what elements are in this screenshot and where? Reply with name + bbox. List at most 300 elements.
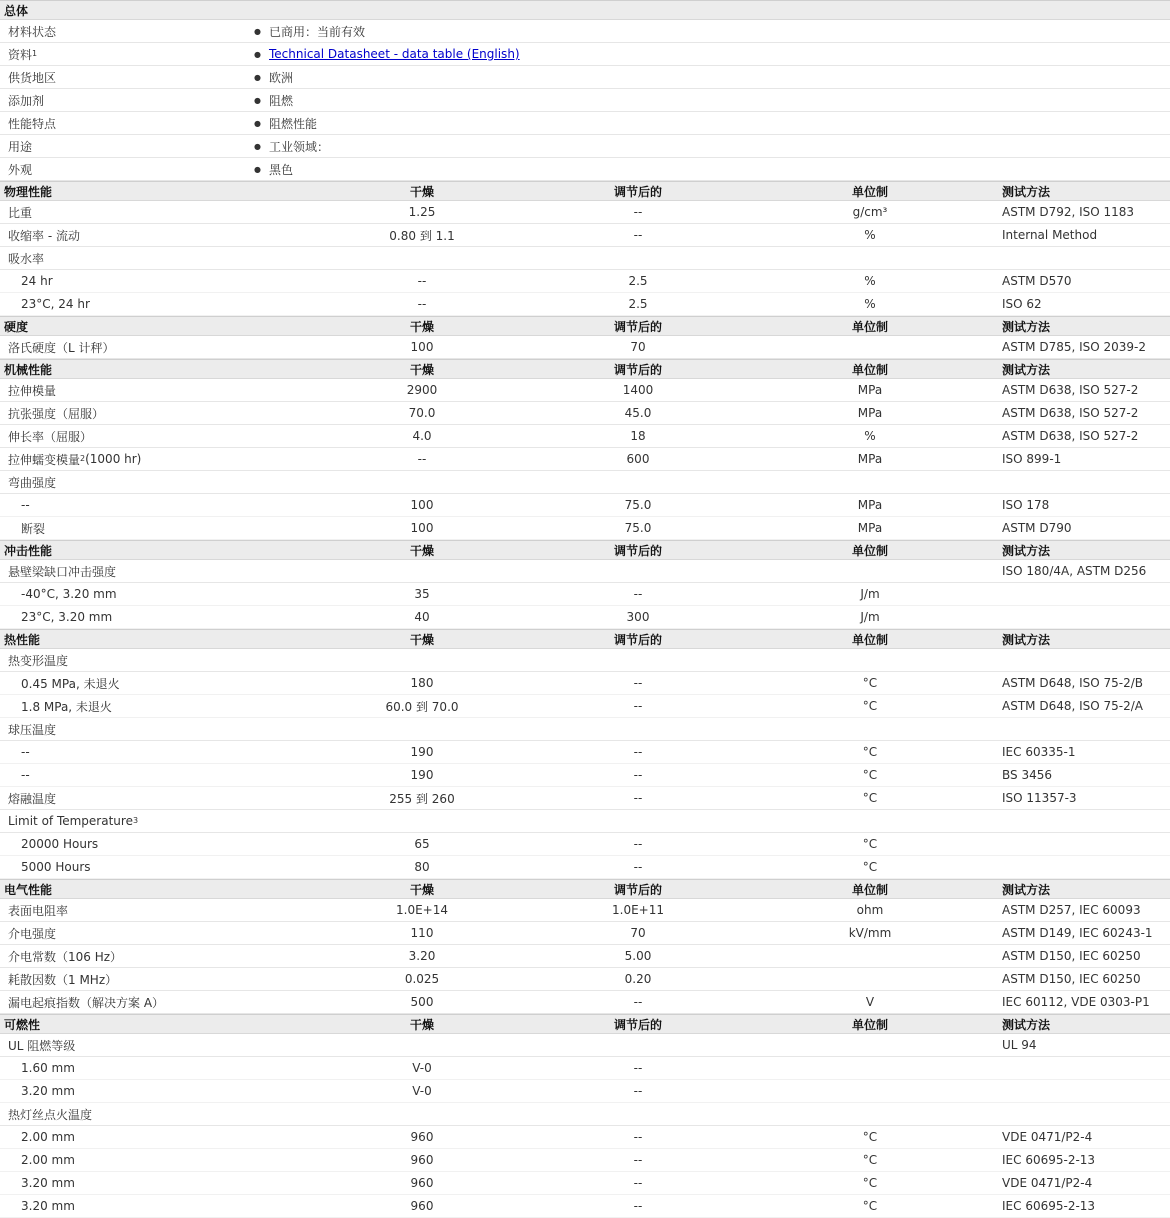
test-method: ASTM D570 [1002, 274, 1072, 288]
value-unit: MPa [857, 521, 883, 535]
value-conditioned: 75.0 [624, 521, 652, 535]
column-header-conditioned: 调节后的 [613, 543, 662, 558]
value-dry: 110 [410, 926, 434, 940]
general-row [0, 112, 1170, 135]
value-unit: ohm [856, 903, 884, 917]
column-header-dry: 干燥 [409, 184, 434, 199]
property-name [8, 649, 68, 671]
test-method: ISO 899-1 [1002, 452, 1062, 466]
property-name-text: 拉伸蠕变模量 [8, 452, 81, 467]
value-dry: 180 [410, 676, 434, 690]
column-header-unit: 单位制 [851, 632, 888, 647]
value-unit: % [864, 228, 876, 242]
value-conditioned: 2.5 [628, 274, 648, 288]
property-row [0, 448, 1170, 471]
value-unit: J/m [860, 610, 880, 624]
test-method: VDE 0471/P2-4 [1002, 1176, 1093, 1190]
property-name-text: 0.45 MPa, 未退火 [21, 676, 120, 691]
general-row [0, 66, 1170, 89]
property-name-text: UL 阻燃等级 [8, 1038, 76, 1053]
value-conditioned: 2.5 [628, 297, 648, 311]
section-title: 硬度 [4, 319, 29, 334]
section-title: 冲击性能 [4, 543, 53, 558]
property-value [254, 43, 520, 65]
value-unit: °C [862, 1199, 878, 1213]
property-name [8, 718, 56, 740]
condition-row [0, 1057, 1170, 1080]
section-header [0, 1014, 1170, 1034]
value-conditioned: -- [633, 1084, 643, 1098]
test-method: ISO 180/4A, ASTM D256 [1002, 564, 1147, 578]
test-method: IEC 60695-2-13 [1002, 1153, 1096, 1167]
property-name-text: 3.20 mm [21, 1176, 75, 1190]
property-row [0, 336, 1170, 359]
column-header-test: 测试方法 [1002, 1017, 1051, 1032]
value-conditioned: 70 [630, 340, 646, 354]
value-unit: J/m [860, 587, 880, 601]
test-method: IEC 60695-2-13 [1002, 1199, 1096, 1213]
value-conditioned: 300 [626, 610, 650, 624]
property-name [21, 583, 117, 605]
property-name [21, 741, 30, 763]
value-dry: 1.25 [408, 205, 436, 219]
value-conditioned: -- [633, 1130, 643, 1144]
value-conditioned: 5.00 [624, 949, 652, 963]
condition-row [0, 856, 1170, 879]
property-label [8, 89, 44, 111]
property-name [21, 672, 120, 694]
property-value-text: 黑色 [269, 162, 294, 177]
property-label [8, 20, 56, 42]
test-method: ASTM D149, IEC 60243-1 [1002, 926, 1153, 940]
property-row [0, 1034, 1170, 1057]
property-name [8, 560, 116, 582]
general-row [0, 20, 1170, 43]
property-name-text: 弯曲强度 [8, 475, 57, 490]
property-name-text: 24 hr [21, 274, 53, 288]
condition-row [0, 494, 1170, 517]
property-name [8, 968, 117, 990]
test-method: BS 3456 [1002, 768, 1052, 782]
test-method: IEC 60112, VDE 0303-P1 [1002, 995, 1150, 1009]
general-row [0, 158, 1170, 181]
property-name-text: 热灯丝点火温度 [8, 1107, 93, 1122]
property-name: Limit of Temperature 3 [8, 814, 139, 828]
property-name-text: -- [21, 745, 30, 759]
condition-row [0, 517, 1170, 540]
condition-row [0, 764, 1170, 787]
column-header-dry: 干燥 [409, 882, 434, 897]
property-value [254, 20, 365, 42]
property-label-text: 资料 [8, 47, 33, 62]
value-dry: 960 [410, 1130, 434, 1144]
column-header-conditioned: 调节后的 [613, 184, 662, 199]
property-name-text: 介电强度 [8, 926, 57, 941]
property-name [21, 517, 45, 539]
value-conditioned: 18 [630, 429, 646, 443]
test-method: ASTM D150, IEC 60250 [1002, 949, 1141, 963]
property-name-text: 收缩率 - 流动 [8, 228, 80, 243]
value-dry: 2900 [406, 383, 438, 397]
value-dry: 4.0 [412, 429, 432, 443]
property-name [8, 991, 164, 1013]
test-method: ISO 178 [1002, 498, 1050, 512]
section-title: 电气性能 [4, 882, 53, 897]
property-label-text: 用途 [8, 139, 33, 154]
value-unit: MPa [857, 452, 883, 466]
property-name [8, 787, 56, 809]
value-dry: 35 [414, 587, 430, 601]
value-unit: MPa [857, 406, 883, 420]
property-label: 资料 1 [8, 47, 38, 62]
value-unit: kV/mm [848, 926, 892, 940]
value-unit: °C [862, 1176, 878, 1190]
property-name [8, 379, 56, 401]
property-label-text: 添加剂 [8, 93, 45, 108]
section-header [0, 629, 1170, 649]
property-row [0, 425, 1170, 448]
property-name-text: 表面电阻率 [8, 903, 69, 918]
value-conditioned: -- [633, 791, 643, 805]
property-value-text: 阻燃 [269, 93, 294, 108]
value-dry: 0.80 到 1.1 [389, 228, 455, 243]
value-conditioned: -- [633, 860, 643, 874]
value-unit: °C [862, 768, 878, 782]
value-dry: 100 [410, 498, 434, 512]
property-name [21, 1057, 75, 1079]
property-name [21, 494, 30, 516]
column-header-test: 测试方法 [1002, 632, 1051, 647]
value-conditioned: -- [633, 676, 643, 690]
property-row [0, 945, 1170, 968]
property-name-text: 20000 Hours [21, 837, 99, 851]
property-name-text: 3.20 mm [21, 1199, 75, 1213]
value-dry: -- [417, 274, 427, 288]
property-name-text: -- [21, 768, 30, 782]
property-name-text: -- [21, 498, 30, 512]
column-header-unit: 单位制 [851, 543, 888, 558]
column-header-dry: 干燥 [409, 319, 434, 334]
value-dry: -- [417, 297, 427, 311]
value-conditioned: 0.20 [624, 972, 652, 986]
property-row [0, 899, 1170, 922]
test-method: ASTM D785, ISO 2039-2 [1002, 340, 1147, 354]
test-method: ISO 62 [1002, 297, 1042, 311]
property-name-text: 介电常数（106 Hz） [8, 949, 123, 964]
property-value [254, 112, 317, 134]
property-name [8, 402, 104, 424]
property-name [21, 270, 53, 292]
section-title: 总体 [4, 3, 29, 18]
property-row [0, 968, 1170, 991]
bullet-icon: ● [254, 118, 261, 128]
condition-row [0, 1126, 1170, 1149]
condition-row [0, 293, 1170, 316]
property-name-text: 1.8 MPa, 未退火 [21, 699, 112, 714]
property-label-text: 性能特点 [8, 116, 57, 131]
property-name [8, 247, 44, 269]
value-unit: % [864, 429, 876, 443]
property-name [8, 899, 68, 921]
column-header-test: 测试方法 [1002, 882, 1051, 897]
test-method: IEC 60335-1 [1002, 745, 1076, 759]
property-name [21, 1195, 75, 1217]
column-header-unit: 单位制 [851, 319, 888, 334]
general-row [0, 135, 1170, 158]
property-name-text: 3.20 mm [21, 1084, 75, 1098]
property-name-text: 拉伸模量 [8, 383, 57, 398]
value-unit: % [864, 274, 876, 288]
test-method: UL 94 [1002, 1038, 1037, 1052]
section-title: 物理性能 [4, 184, 53, 199]
property-row [0, 718, 1170, 741]
condition-row [0, 741, 1170, 764]
general-row [0, 89, 1170, 112]
property-name [8, 1034, 75, 1056]
property-name [21, 1080, 75, 1102]
value-conditioned: -- [633, 1176, 643, 1190]
test-method: ASTM D648, ISO 75-2/A [1002, 699, 1143, 713]
property-name [8, 425, 92, 447]
property-row [0, 991, 1170, 1014]
test-method: Internal Method [1002, 228, 1098, 242]
column-header-test: 测试方法 [1002, 319, 1051, 334]
section-header [0, 316, 1170, 336]
value-unit: °C [862, 860, 878, 874]
property-value-text: 工业领域： [269, 139, 330, 154]
property-name-text: 抗张强度（屈服） [8, 406, 105, 421]
property-name-text: 热变形温度 [8, 653, 69, 668]
bullet-icon: ● [254, 95, 261, 105]
value-dry: 960 [410, 1153, 434, 1167]
section-title: 可燃性 [4, 1017, 41, 1032]
column-header-unit: 单位制 [851, 184, 888, 199]
value-dry: 960 [410, 1176, 434, 1190]
section-title: 机械性能 [4, 362, 53, 377]
property-label [8, 112, 56, 134]
column-header-dry: 干燥 [409, 632, 434, 647]
value-dry: 3.20 [408, 949, 436, 963]
column-header-unit: 单位制 [851, 882, 888, 897]
bullet-icon: ● [254, 72, 261, 82]
condition-row [0, 1149, 1170, 1172]
value-dry: 0.025 [404, 972, 440, 986]
property-name [21, 1126, 75, 1148]
property-row [0, 379, 1170, 402]
condition-row [0, 695, 1170, 718]
property-name-text: 耗散因数（1 MHz） [8, 972, 118, 987]
property-value [254, 135, 329, 157]
property-name [21, 293, 90, 315]
property-name [21, 1172, 75, 1194]
datasheet-link[interactable]: Technical Datasheet - data table (English) [269, 47, 520, 61]
value-dry: 255 到 260 [389, 791, 455, 806]
value-conditioned: 1.0E+11 [612, 903, 664, 917]
value-conditioned: 45.0 [624, 406, 652, 420]
value-unit: V [865, 995, 875, 1009]
bullet-icon: ● [254, 141, 261, 151]
property-name [8, 922, 56, 944]
value-unit: °C [862, 791, 878, 805]
value-unit: °C [862, 745, 878, 759]
property-value [254, 66, 293, 88]
property-row [0, 247, 1170, 270]
property-name-text: 伸长率（屈服） [8, 429, 93, 444]
condition-row [0, 672, 1170, 695]
condition-row [0, 270, 1170, 293]
property-name-text: 23°C, 3.20 mm [21, 610, 113, 624]
test-method: ASTM D638, ISO 527-2 [1002, 383, 1139, 397]
property-value-text: 已商用：当前有效 [269, 24, 366, 39]
value-dry: 100 [410, 521, 434, 535]
value-conditioned: -- [633, 205, 643, 219]
property-name [8, 224, 80, 246]
condition-row [0, 1080, 1170, 1103]
test-method: ASTM D790 [1002, 521, 1072, 535]
property-name-text: 5000 Hours [21, 860, 91, 874]
value-conditioned: 1400 [622, 383, 654, 397]
property-value-text: 欧洲 [269, 70, 294, 85]
test-method: ASTM D648, ISO 75-2/B [1002, 676, 1144, 690]
property-name [21, 856, 91, 878]
property-name [8, 471, 56, 493]
value-dry: 80 [414, 860, 430, 874]
value-conditioned: 70 [630, 926, 646, 940]
property-name [21, 833, 98, 855]
value-conditioned: -- [633, 768, 643, 782]
test-method: ISO 11357-3 [1002, 791, 1077, 805]
property-label [8, 135, 32, 157]
value-dry: 500 [410, 995, 434, 1009]
property-value-text: 阻燃性能 [269, 116, 318, 131]
value-conditioned: -- [633, 699, 643, 713]
bullet-icon: ● [254, 26, 261, 36]
property-row [0, 787, 1170, 810]
property-name-text: 球压温度 [8, 722, 57, 737]
value-conditioned: -- [633, 1153, 643, 1167]
value-conditioned: -- [633, 587, 643, 601]
test-method: VDE 0471/P2-4 [1002, 1130, 1093, 1144]
column-header-dry: 干燥 [409, 1017, 434, 1032]
property-value [254, 158, 293, 180]
value-unit: °C [862, 676, 878, 690]
property-label-text: 供货地区 [8, 70, 57, 85]
property-row [0, 402, 1170, 425]
value-conditioned: -- [633, 995, 643, 1009]
column-header-dry: 干燥 [409, 362, 434, 377]
property-name [21, 1149, 75, 1171]
test-method: ASTM D638, ISO 527-2 [1002, 429, 1139, 443]
property-row [0, 224, 1170, 247]
property-label-text: 外观 [8, 162, 33, 177]
property-name-text: 断裂 [21, 521, 46, 536]
section-title: 热性能 [4, 632, 41, 647]
value-dry: 190 [410, 745, 434, 759]
column-header-unit: 单位制 [851, 362, 888, 377]
column-header-conditioned: 调节后的 [613, 1017, 662, 1032]
property-name [8, 945, 122, 967]
column-header-unit: 单位制 [851, 1017, 888, 1032]
property-name [21, 695, 112, 717]
value-conditioned: -- [633, 837, 643, 851]
test-method: ASTM D792, ISO 1183 [1002, 205, 1135, 219]
column-header-conditioned: 调节后的 [613, 319, 662, 334]
property-name-text: 2.00 mm [21, 1130, 75, 1144]
condition-row [0, 583, 1170, 606]
condition-row [0, 606, 1170, 629]
value-conditioned: 75.0 [624, 498, 652, 512]
test-method: ASTM D150, IEC 60250 [1002, 972, 1141, 986]
property-name: 拉伸蠕变模量 2 (1000 hr) [8, 452, 142, 467]
column-header-conditioned: 调节后的 [613, 632, 662, 647]
value-dry: 1.0E+14 [396, 903, 448, 917]
test-method: ASTM D257, IEC 60093 [1002, 903, 1141, 917]
value-unit: MPa [857, 498, 883, 512]
column-header-conditioned: 调节后的 [613, 882, 662, 897]
value-conditioned: -- [633, 228, 643, 242]
value-dry: 70.0 [408, 406, 436, 420]
general-row [0, 43, 1170, 66]
property-row [0, 922, 1170, 945]
value-dry: V-0 [412, 1061, 432, 1075]
value-conditioned: -- [633, 1061, 643, 1075]
section-header [0, 540, 1170, 560]
property-label [8, 66, 56, 88]
condition-row [0, 1172, 1170, 1195]
property-name-suffix: (1000 hr) [85, 452, 142, 466]
property-name-text: Limit of Temperature [8, 814, 133, 828]
value-dry: 60.0 到 70.0 [385, 699, 459, 714]
value-dry: 65 [414, 837, 430, 851]
value-dry: 960 [410, 1199, 434, 1213]
property-row [0, 560, 1170, 583]
value-unit: °C [862, 837, 878, 851]
value-unit: °C [862, 699, 878, 713]
bullet-icon: ● [254, 164, 261, 174]
property-name [8, 336, 115, 358]
property-row [0, 1103, 1170, 1126]
property-name-text: 1.60 mm [21, 1061, 75, 1075]
value-conditioned: -- [633, 745, 643, 759]
property-row [0, 649, 1170, 672]
property-name-text: 2.00 mm [21, 1153, 75, 1167]
section-header [0, 181, 1170, 201]
section-header [0, 879, 1170, 899]
value-dry: 100 [410, 340, 434, 354]
value-conditioned: 600 [626, 452, 650, 466]
value-unit: °C [862, 1153, 878, 1167]
property-row [0, 810, 1170, 833]
property-name-text: -40°C, 3.20 mm [21, 587, 117, 601]
property-name [8, 1103, 92, 1125]
property-name [21, 606, 112, 628]
test-method: ASTM D638, ISO 527-2 [1002, 406, 1139, 420]
value-dry: -- [417, 452, 427, 466]
value-unit: % [864, 297, 876, 311]
property-name-text: 熔融温度 [8, 791, 57, 806]
property-name [8, 201, 32, 223]
column-header-test: 测试方法 [1002, 543, 1051, 558]
property-name-text: 吸水率 [8, 251, 45, 266]
value-dry: V-0 [412, 1084, 432, 1098]
property-name-text: 漏电起痕指数（解决方案 A） [8, 995, 165, 1010]
property-value [254, 89, 293, 111]
value-dry: 190 [410, 768, 434, 782]
property-row [0, 201, 1170, 224]
property-label [8, 158, 32, 180]
value-unit: °C [862, 1130, 878, 1144]
bullet-icon: ● [254, 49, 261, 59]
